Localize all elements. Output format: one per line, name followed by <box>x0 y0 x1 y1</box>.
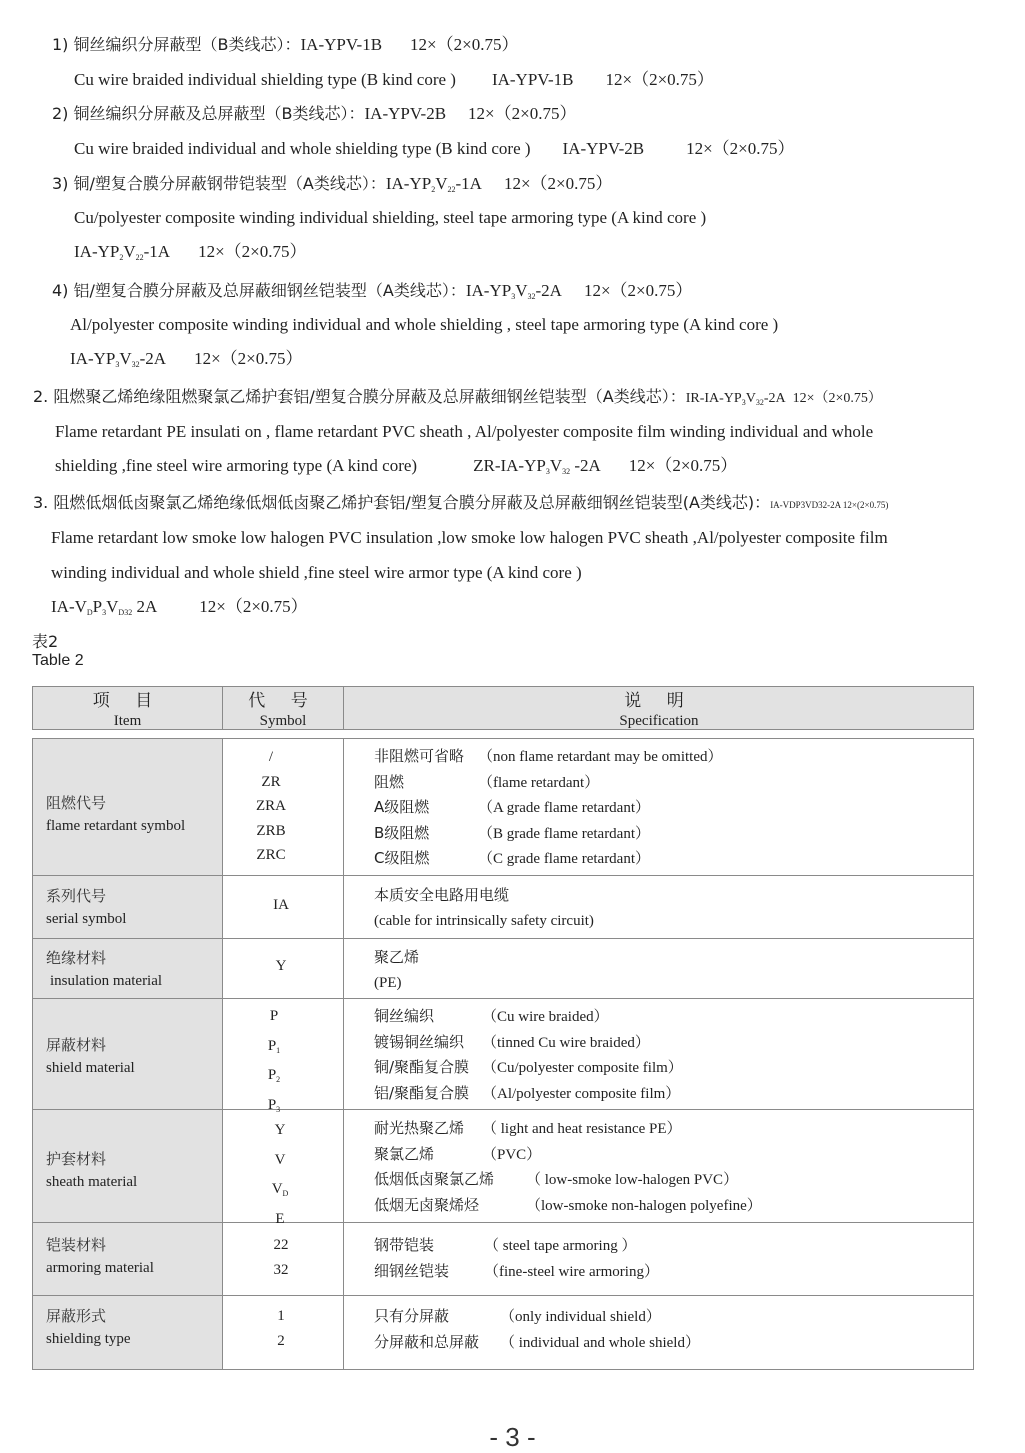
section-3-en-2: winding individual and whole shield ,fine steel wire armor type (A kind core ) <box>51 563 582 582</box>
page-number: - 3 - <box>489 1422 536 1452</box>
section-2-en-2: shielding ,fine steel wire armoring type (A kind core) $ZR-IA-YP_3V_{32}$ -2A 12×（2×0.75） <box>55 456 738 476</box>
row-divider <box>32 998 974 999</box>
row-armoring-symbols: 22 32 <box>273 1237 289 1278</box>
row-shielding-type-item: 屏蔽形式 shielding type <box>46 1307 131 1347</box>
item-3-en: Cu/polyester composite winding individual shielding, steel tape armoring type (A kind core ) <box>74 208 707 227</box>
item-1-en: Cu wire braided individual shielding type (B kind core ) IA-YPV-1B 12×（2×0.75） <box>74 70 714 89</box>
item-2-en: Cu wire braided individual and whole shielding type (B kind core ) IA-YPV-2B 12×（2×0.75） <box>74 139 795 158</box>
row-armoring-specs: 钢带铠装 （ steel tape armoring ） 细钢丝铠装 （fine-steel wire armoring） <box>374 1236 659 1280</box>
row-divider <box>32 1295 974 1296</box>
item-2-cn: 2) 铜丝编织分屏蔽及总屏蔽型（B类线芯）：IA-YPV-2B 12×（2×0.75） <box>52 104 577 123</box>
item-4-code: $IA-YP_3V_{32}-2A$ 12×（2×0.75） <box>70 349 303 369</box>
body-divider-2 <box>343 738 344 1370</box>
row-flame-item: 阻燃代号 flame retardant symbol <box>46 794 186 834</box>
item-3-code: $IA-YP_2V_{22}-1A$ 12×（2×0.75） <box>74 242 307 262</box>
header-specification: 说 明 Specification <box>619 691 699 729</box>
row-divider <box>32 875 974 876</box>
row-insulation-item: 绝缘材料 insulation material <box>46 949 163 989</box>
row-divider <box>32 1109 974 1110</box>
section-3-title: 3. 阻燃低烟低卤聚氯乙烯绝缘低烟低卤聚乙烯护套铝/塑复合膜分屏蔽及总屏蔽细钢丝铠装型(A类线芯)：IA-VDP3VD32-2A 12×(2×0.75) <box>33 493 889 512</box>
row-serial-specs: 本质安全电路用电缆 (cable for intrinsically safety circuit) <box>374 886 594 929</box>
table-caption-cn: 表2 <box>32 632 59 651</box>
item-4-en: Al/polyester composite winding individual and whole shielding , steel tape armoring type (A kind core ) <box>70 315 779 334</box>
section-3-en-1: Flame retardant low smoke low halogen PVC insulation ,low smoke low halogen PVC sheath ,Al/polyester composite film <box>51 528 888 547</box>
row-insulation-symbols: Y <box>275 958 287 974</box>
row-sheath-specs: 耐光热聚乙烯 （ light and heat resistance PE） 聚氯乙烯 （PVC） 低烟低卤聚氯乙烯 （ low-smoke low-halogen PVC） 低烟无卤聚烯烃 （low-smoke non-halogen polyefine） <box>374 1119 762 1214</box>
row-insulation-specs: 聚乙烯 (PE) <box>374 948 420 991</box>
row-flame-specs: 非阻燃可省略 （non flame retardant may be omitted） 阻燃 （flame retardant） A级阻燃 （A grade flame retardant） B级阻燃 （B grade flame retardant） C级阻燃 （C grade flame retardant） <box>374 747 723 867</box>
item-1-cn: 1) 铜丝编织分屏蔽型（B类线芯）：IA-YPV-1B 12×（2×0.75） <box>52 35 519 54</box>
item-3-cn: 3) 铜/塑复合膜分屏蔽钢带铠装型（A类线芯）：$IA-YP_2V_{22}-1A$ 12×（2×0.75） <box>52 174 613 194</box>
row-serial-item: 系列代号 serial symbol <box>46 887 127 927</box>
row-serial-symbols: IA <box>273 897 289 913</box>
row-divider <box>32 938 974 939</box>
row-armoring-item: 铠装材料 armoring material <box>46 1236 154 1276</box>
section-2-en-1: Flame retardant PE insulati on , flame retardant PVC sheath , Al/polyester composite film winding individual and whole <box>55 422 874 441</box>
row-shield-item: 屏蔽材料 shield material <box>46 1036 135 1076</box>
section-3-code: $IA-V_DP_3V_{D32}$ 2A 12×（2×0.75） <box>51 597 308 617</box>
header-symbol: 代 号 Symbol <box>248 691 318 729</box>
row-shielding-type-specs: 只有分屏蔽 （only individual shield） 分屏蔽和总屏蔽 （ individual and whole shield） <box>374 1307 700 1351</box>
item-4-cn: 4) 铝/塑复合膜分屏蔽及总屏蔽细钢丝铠装型（A类线芯）：$IA-YP_3V_{32}-2A$ 12×（2×0.75） <box>52 281 693 301</box>
row-sheath-item: 护套材料 sheath material <box>46 1150 138 1190</box>
row-shield-specs: 铜丝编织 （Cu wire braided） 镀锡铜丝编织 （tinned Cu wire braided） 铜/聚酯复合膜 （Cu/polyester composite film） 铝/聚酯复合膜 （Al/polyester composite film） <box>374 1007 683 1102</box>
section-2-title: 2. 阻燃聚乙烯绝缘阻燃聚氯乙烯护套铝/塑复合膜分屏蔽及总屏蔽细钢丝铠装型（A类线芯）：$IR-IA-YP_3V_{32}-2A$ 12×（2×0.75） <box>33 387 882 407</box>
row-shielding-type-symbols: 1 2 <box>277 1308 285 1349</box>
row-divider <box>32 1222 974 1223</box>
row-sheath-symbols: Y V $V_D$ E <box>271 1122 289 1227</box>
row-shield-symbols: P $P_1$ $P_2$ $P_3$ <box>267 1008 281 1114</box>
header-item: 项 目 Item <box>92 691 163 729</box>
table-caption-en: Table 2 <box>32 652 84 669</box>
row-flame-symbols: / ZR ZRA ZRB ZRC <box>256 749 286 863</box>
